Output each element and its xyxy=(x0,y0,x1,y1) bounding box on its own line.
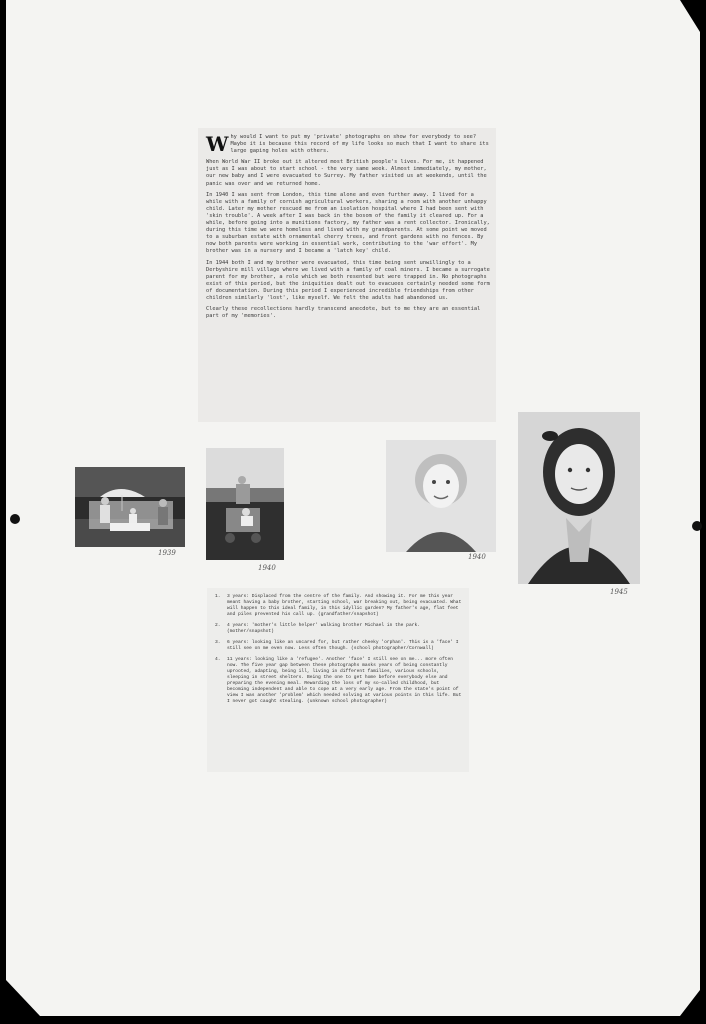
essay-paragraph-3: In 1940 I was sent from London, this time alone and even further away. I lived for a while with a family of cornish agricultural workers, sharing a room with another unhappy child. Later my mother rescued me from an isolation hospital where I had been sent with 'skin trouble'. A week after I was back in the bosom of the family it cleared up. For a while, before going into a munitions factory, my father was a rent collector. Ironically, during this time we were homeless and lived with my grandparents. At some point we moved to a suburban estate with ornamental cherry trees, and front gardens with no fences. By now both parents were working in essential work, contributing to the 'war effort'. My brother was in a nursery and I became a 'latch key' child. xyxy=(206,191,490,255)
dropcap: W xyxy=(206,132,229,156)
caption-number: 2. xyxy=(215,623,221,628)
caption-text: 3 years: Displaced from the centre of the family. And showing it. For me this year meant having a baby brother, starting school, war breaking out, being evacuated. What will happen to this ideal family, in this idyllic garden? My father's age, flat feet and piles prevented his call up. (grandfather/snapshot) xyxy=(227,594,462,617)
pin-hole-left xyxy=(10,514,20,524)
caption-text: 11 years: looking like a 'refugee'. Another 'face' I still see on me... more often now. The five year gap between these photographs masks years of being constantly uprooted, adapting, being ill, living in different families, various schools, sleeping in street shelters. Being the one to get home before everybody else and preparing the evening meal. Rewarding the loss of my so-called childhood, but becoming independent and able to cope at a very early age. From the state's point of view I was another 'problem' which needed solving at various points in this life. But I never got caught stealing. (unknown school photographer) xyxy=(227,657,462,704)
caption-number: 3. xyxy=(215,640,221,645)
photo-date-1945: 1945 xyxy=(610,588,628,596)
essay-text-panel xyxy=(198,128,496,422)
caption-number: 1. xyxy=(215,594,221,599)
essay-paragraph-1: Why would I want to put my 'private' photographs on show for everybody to see? Maybe it is because this record of my life looks so much that I want to share its large gaping holes with others. xyxy=(206,132,489,156)
caption-text: 4 years: 'mother's little helper' walking brother Michael in the park. (mother/snapshot) xyxy=(227,623,420,634)
caption-item xyxy=(215,657,463,705)
pin-hole-right xyxy=(692,521,702,531)
essay-paragraph-5: Clearly these recollections hardly transcend anecdote, but to me they are an essential part of my 'memories'. xyxy=(206,306,481,320)
caption-item xyxy=(215,640,463,652)
family-garden-photo xyxy=(75,467,185,547)
photo-date-1940-a: 1940 xyxy=(258,564,276,572)
essay-paragraph-4: In 1944 both I and my brother were evacuated, this time being sent unwillingly to a Derbyshire mill village where we lived with a family of coal miners. I became a surrogate parent for my brother, a role which we both resented but were trapped in. No photographs exist of this period, but the iniquities dealt out to evacuees certainly needed some form of documentation. During this period I experienced incredible friendships from other children similarly 'lost', like myself. We felt the adults had abandoned us. xyxy=(206,259,490,301)
caption-item xyxy=(215,623,463,635)
photo-date-1940-b: 1940 xyxy=(468,553,486,561)
girl-portrait-photo xyxy=(518,412,640,584)
caption-text: 6 years: looking like an uncared for, but rather cheeky 'orphan'. This is a 'face' I still see on me even now. Less often though. (school photographer/Cornwall) xyxy=(227,640,459,651)
child-portrait-photo xyxy=(386,440,496,552)
photo-date-1939: 1939 xyxy=(158,549,176,557)
photo-captions-panel xyxy=(207,588,469,772)
caption-item xyxy=(215,594,463,618)
essay-paragraph-2: When World War II broke out it altered most British people's lives. For me, it happened just as I was about to start school - the very same week. Almost immediately, my mother, our new baby and I were evacuated to Surrey. My father visited us at weekends, until the panic was over and we returned home. xyxy=(206,159,487,187)
pram-photo xyxy=(206,448,284,560)
caption-number: 4. xyxy=(215,657,221,662)
